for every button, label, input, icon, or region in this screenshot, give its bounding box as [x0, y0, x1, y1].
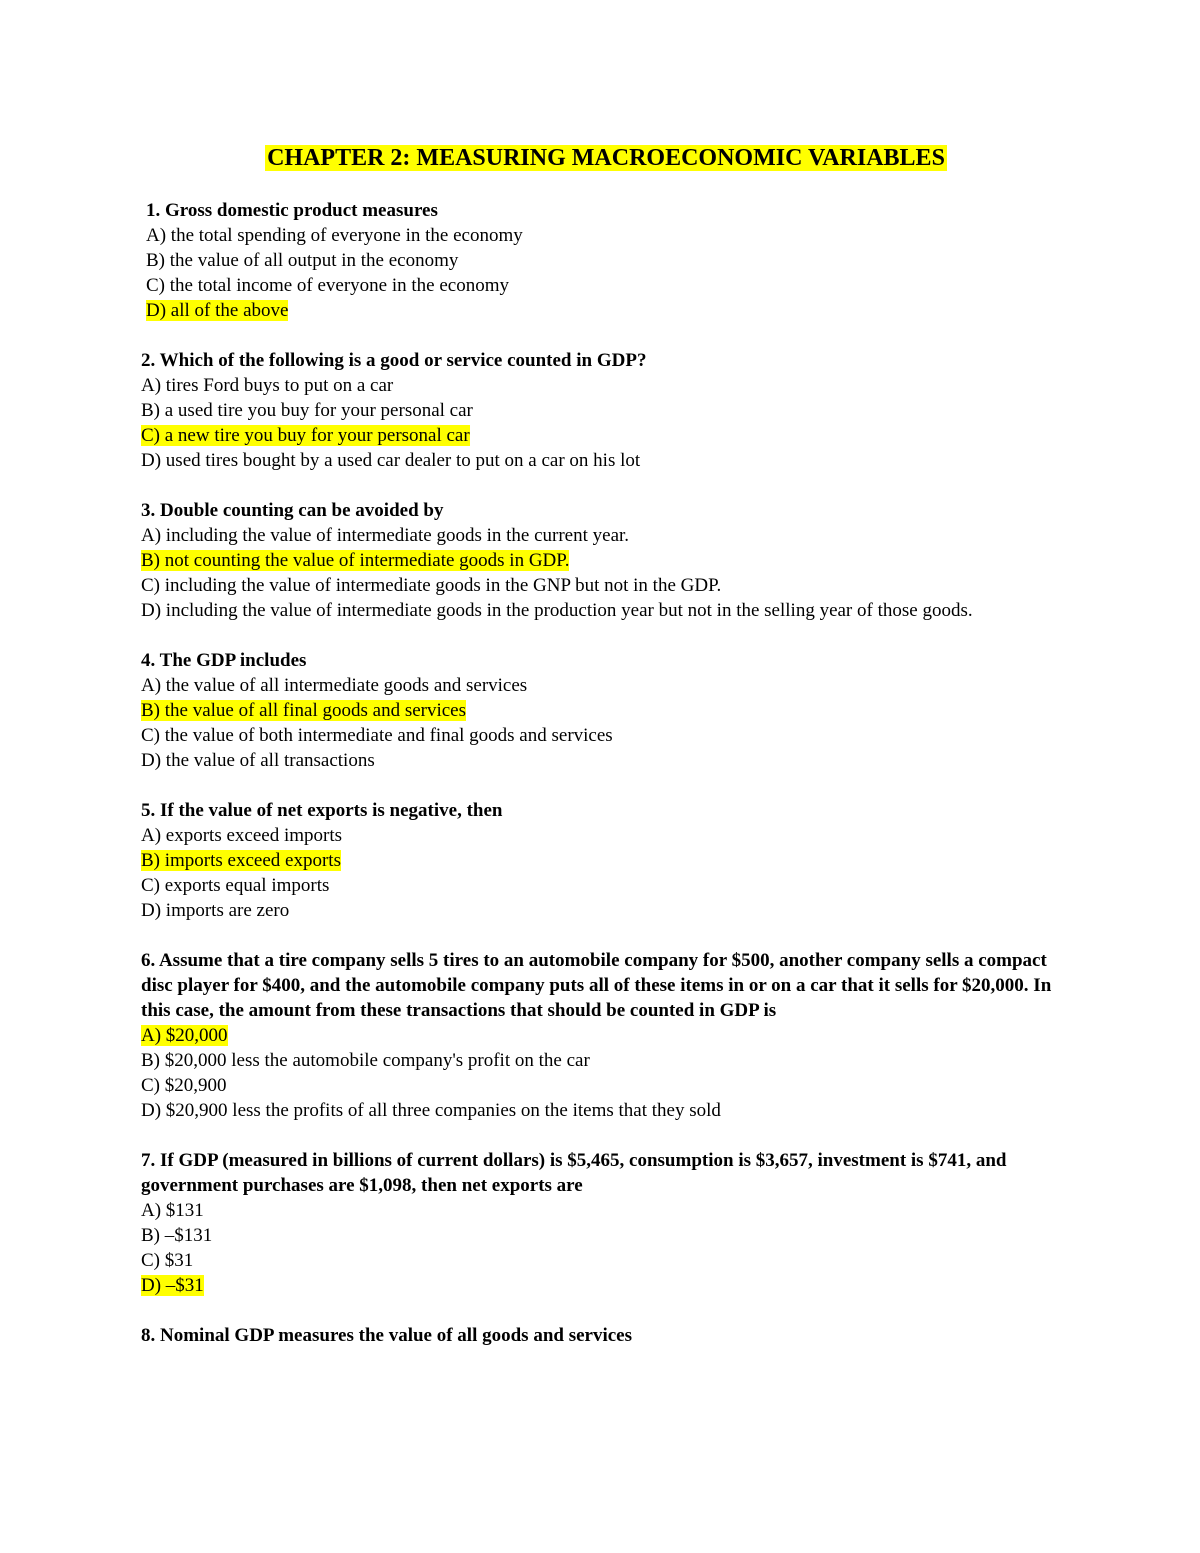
question-4 [141, 648, 1071, 773]
option-d [141, 1098, 1071, 1123]
option-a [141, 373, 1071, 398]
question-text: 1. Gross domestic product measures [146, 200, 438, 221]
highlighted-answer: D) all of the above [146, 300, 289, 321]
option-text: A) tires Ford buys to put on a car [141, 375, 394, 396]
question-text: 3. Double counting can be avoided by [141, 500, 444, 521]
option-text: A) the total spending of everyone in the economy [146, 225, 523, 246]
option-a [141, 523, 1071, 548]
option-text: A) the value of all intermediate goods and services [141, 675, 528, 696]
question-text: 8. Nominal GDP measures the value of all goods and services [141, 1325, 633, 1346]
option-c [141, 573, 1071, 598]
option-c [141, 873, 1071, 898]
option-text: C) including the value of intermediate goods in the GNP but not in the GDP. [141, 575, 722, 596]
option-text: C) the value of both intermediate and final goods and services [141, 725, 613, 746]
question-6 [141, 948, 1071, 1123]
question-text: 2. Which of the following is a good or service counted in GDP? [141, 350, 647, 371]
option-c [141, 1248, 1071, 1273]
option-a [141, 673, 1071, 698]
option-text: C) the total income of everyone in the economy [146, 275, 509, 296]
option-b [141, 398, 1071, 423]
question-text: 6. Assume that a tire company sells 5 tires to an automobile company for $500, another company sells a compact disc player for $400, and the automobile company puts all of these items in or on a car that it sells for $20,000. In this case, the amount from these transactions that should be counted in GDP is [141, 950, 1052, 1021]
option-b [141, 548, 1071, 573]
option-d [146, 298, 1071, 323]
option-a [146, 223, 1071, 248]
option-text: B) $20,000 less the automobile company's profit on the car [141, 1050, 590, 1071]
option-b [141, 848, 1071, 873]
document-page [141, 140, 1071, 1373]
option-text: D) the value of all transactions [141, 750, 375, 771]
option-text: A) $131 [141, 1200, 204, 1221]
option-a [141, 1023, 1071, 1048]
option-text: C) $20,900 [141, 1075, 227, 1096]
highlighted-answer: D) –$31 [141, 1275, 204, 1296]
option-b [141, 1048, 1071, 1073]
question-8 [141, 1323, 1071, 1348]
question-text: 4. The GDP includes [141, 650, 307, 671]
option-c [146, 273, 1071, 298]
highlighted-answer: B) not counting the value of intermediate goods in GDP. [141, 550, 570, 571]
question-1 [141, 198, 1071, 323]
question-3 [141, 498, 1071, 623]
option-d [141, 448, 1071, 473]
option-a [141, 823, 1071, 848]
option-d [141, 898, 1071, 923]
chapter-title-text: CHAPTER 2: MEASURING MACROECONOMIC VARIABLES [267, 145, 945, 171]
option-text: D) including the value of intermediate goods in the production year but not in the selling year of those goods. [141, 600, 973, 621]
highlighted-answer: B) imports exceed exports [141, 850, 341, 871]
question-2 [141, 348, 1071, 473]
question-text: 5. If the value of net exports is negative, then [141, 800, 503, 821]
option-b [146, 248, 1071, 273]
option-b [141, 698, 1071, 723]
option-text: C) exports equal imports [141, 875, 330, 896]
option-c [141, 423, 1071, 448]
highlighted-answer: A) $20,000 [141, 1025, 228, 1046]
option-d [141, 1273, 1071, 1298]
option-text: C) $31 [141, 1250, 194, 1271]
question-5 [141, 798, 1071, 923]
option-d [141, 598, 1071, 623]
option-c [141, 723, 1071, 748]
option-c [141, 1073, 1071, 1098]
option-text: A) including the value of intermediate goods in the current year. [141, 525, 630, 546]
option-text: A) exports exceed imports [141, 825, 343, 846]
question-text: 7. If GDP (measured in billions of current dollars) is $5,465, consumption is $3,657, investment is $741, and government purchases are $1,098, then net exports are [141, 1150, 1007, 1196]
option-a [141, 1198, 1071, 1223]
option-d [141, 748, 1071, 773]
option-text: B) the value of all output in the economy [146, 250, 459, 271]
option-text: B) a used tire you buy for your personal car [141, 400, 473, 421]
highlighted-answer: C) a new tire you buy for your personal car [141, 425, 470, 446]
question-7 [141, 1148, 1071, 1298]
option-b [141, 1223, 1071, 1248]
option-text: B) –$131 [141, 1225, 213, 1246]
chapter-title [141, 140, 1071, 176]
highlighted-answer: B) the value of all final goods and services [141, 700, 467, 721]
option-text: D) used tires bought by a used car dealer to put on a car on his lot [141, 450, 641, 471]
option-text: D) imports are zero [141, 900, 290, 921]
option-text: D) $20,900 less the profits of all three companies on the items that they sold [141, 1100, 721, 1121]
